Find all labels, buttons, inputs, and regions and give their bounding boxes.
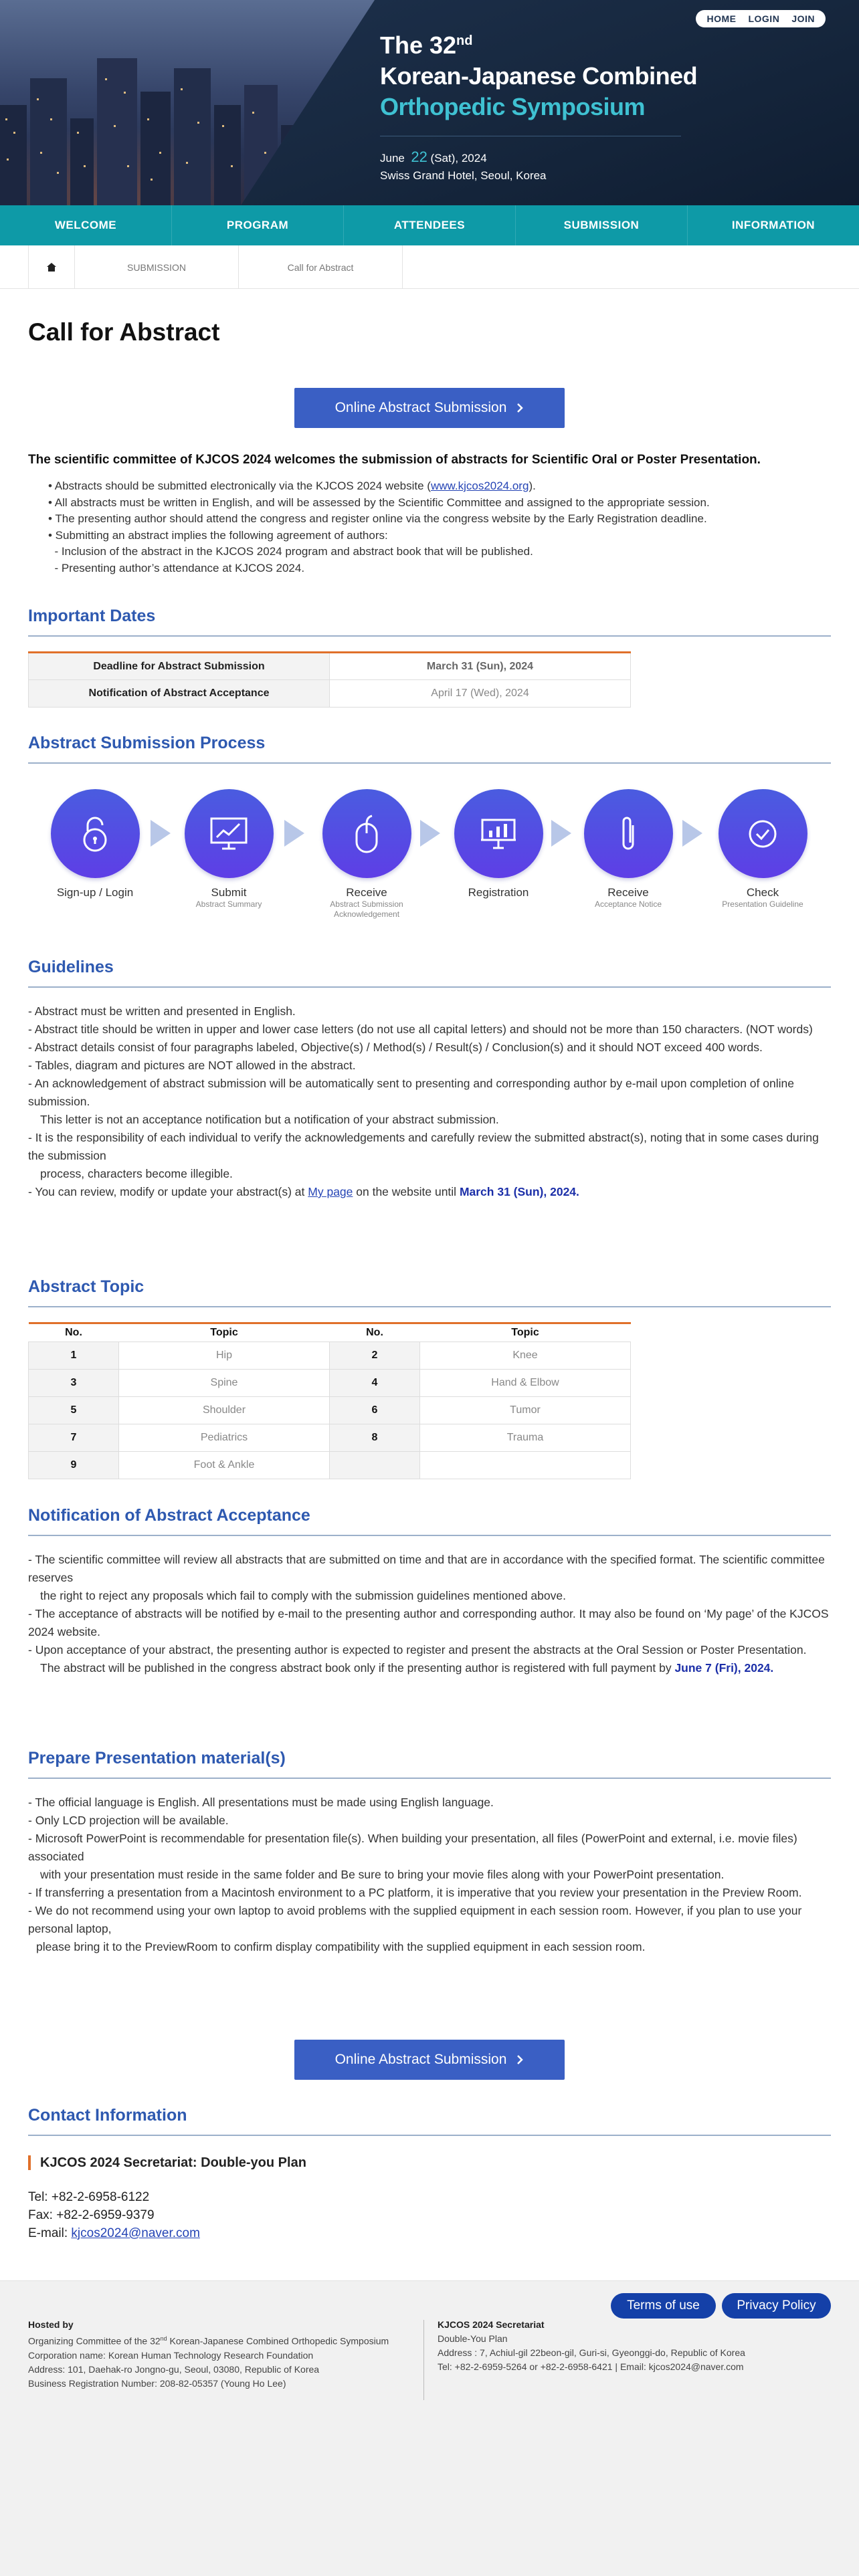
main-nav [0,205,859,245]
list-item: • Abstracts should be submitted electronically via the KJCOS 2024 website (www.kjcos2024.org). [48,479,536,492]
home-icon [47,263,56,272]
date-value: April 17 (Wed), 2024 [330,680,631,708]
important-dates-table [28,651,631,708]
event-title-line2: Korean-Japanese Combined [380,62,698,90]
table-row: 7 Pediatrics 8 Trauma [29,1424,631,1452]
list-item: - Presenting author’s attendance at KJCOS 2024. [48,561,305,574]
page-title: Call for Abstract [28,318,220,346]
chevron-right-icon [516,2054,524,2065]
guidelines-title: Guidelines [28,958,114,976]
cta-label: Online Abstract Submission [335,2052,507,2067]
footer-host-info: Hosted by Organizing Committee of the 32nd Korean-Japanese Combined Orthopedic Symposium Corporation name: Korean Human Technology Research Foundation Address: 101, Daehak-ro Jongno-gu, Seoul, 03080, Republic of Korea Business Registration Number: 208-82-05357 (Young Ho Lee) [28,2319,389,2389]
mouse-icon [355,815,379,853]
online-abstract-submission-button[interactable] [294,388,565,428]
contact-email: E-mail: kjcos2024@naver.com [28,2226,200,2240]
submission-process-title: Abstract Submission Process [28,734,266,752]
nav-submission[interactable]: SUBMISSION [516,205,688,245]
breadcrumb-submission[interactable]: SUBMISSION [75,245,239,289]
chevron-right-icon [516,403,524,413]
event-title-block [380,25,697,185]
nav-welcome[interactable]: WELCOME [0,205,172,245]
list-item: • Submitting an abstract implies the following agreement of authors: [48,528,388,542]
presentation-icon [480,817,517,851]
step-receive-acceptance: Receive Acceptance Notice [581,789,675,909]
table-row: 5 Shoulder 6 Tumor [29,1397,631,1424]
nav-program[interactable]: PROGRAM [172,205,344,245]
important-dates-title: Important Dates [28,607,156,625]
step-receive-ack: Receive Abstract Submission Acknowledgement [320,789,413,920]
abstract-topic-table [28,1322,631,1479]
chart-monitor-icon [210,817,248,851]
contact-secretariat-heading: KJCOS 2024 Secretariat: Double-you Plan [28,2155,306,2170]
website-link[interactable]: www.kjcos2024.org [430,479,529,492]
process-steps [28,789,831,930]
table-row [29,680,631,708]
breadcrumb [0,245,859,289]
lock-icon [80,815,110,853]
step-check: Check Presentation Guideline [716,789,809,909]
list-item: • All abstracts must be written in English, and will be assessed by the Scientific Committee and assigned to the appropriate session. [48,496,710,509]
breadcrumb-call-for-abstract[interactable]: Call for Abstract [239,245,403,289]
footer-secretariat-info: KJCOS 2024 Secretariat Double-You Plan Address : 7, Achiul-gil 22beon-gil, Guri-si, Gyeonggi-do, Republic of Korea Tel: +82-2-6959-5264 or +82-2-6958-6421 | Email: kjcos2024@naver.com [438,2319,745,2372]
date-value: March 31 (Sun), 2024 [330,653,631,680]
contact-fax: Fax: +82-2-6959-9379 [28,2208,155,2222]
check-circle-icon [748,819,777,849]
contact-details [28,2188,200,2242]
my-page-link[interactable]: My page [308,1185,353,1198]
paperclip-icon [618,815,638,853]
email-link[interactable]: kjcos2024@naver.com [71,2226,200,2240]
list-item: - Inclusion of the abstract in the KJCOS 2024 program and abstract book that will be published. [48,545,533,558]
step-signup: Sign-up / Login [48,789,142,899]
notification-text: - The scientific committee will review all abstracts that are submitted on time and that are in accordance with the specified format. The scientific committee reserves the right to reject any proposals which fail to comply with the submission guidelines mentioned above. - The acceptance of abstracts will be notified by e-mail to the presenting author and corresponding author. It may also be found on ‘My page’ of the KJCOS 2024 website. - Upon acceptance of your abstract, the presenting author is expected to register and present the abstracts at the Oral Session or Poster Presentation. The abstract will be published in the congress abstract book only if the presenting author is registered with full payment by June 7 (Fri), 2024. [28,1553,829,1675]
table-row: 1 Hip 2 Knee [29,1342,631,1370]
table-header-row: No. Topic No. Topic [29,1323,631,1342]
intro-bullets [48,478,710,576]
guidelines-text: - Abstract must be written and presented in English. - Abstract title should be written in upper and lower case letters (do not use all capital letters) and should not be more than 150 characters. (NOT words) - Abstract details consist of four paragraphs labeled, Objective(s) / Method(s) / Result(s) / Conclusion(s) and it should NOT exceed 400 words. - Tables, diagram and pictures are NOT allowed in the abstract. - An acknowledgement of abstract submission will be automatically sent to presenting and corresponding author by e-mail upon completion of online submission. This letter is not an acceptance notification but a notification of your abstract submission. - It is the responsibility of each individual to verify the acknowledgements and carefully review the submitted abstract(s), noting that in some cases during the submission process, characters become illegible. - You can review, modify or update your abstract(s) at My page on the website until March 31 (Sun), 2024. [28,1004,819,1198]
date-label: Notification of Abstract Acceptance [29,680,330,708]
top-links [696,10,826,27]
abstract-topic-title: Abstract Topic [28,1277,145,1296]
privacy-policy-button[interactable]: Privacy Policy [722,2293,831,2319]
event-date: June 22 (Sat), 2024 [380,148,487,165]
table-row: 3 Spine 4 Hand & Elbow [29,1370,631,1397]
login-link[interactable]: LOGIN [748,13,780,24]
contact-tel: Tel: +82-2-6958-6122 [28,2190,150,2204]
join-link[interactable]: JOIN [791,13,815,24]
notification-title: Notification of Abstract Acceptance [28,1506,310,1525]
event-title-line3: Orthopedic Symposium [380,93,646,120]
home-link[interactable]: HOME [706,13,737,24]
event-title-line1: The 32nd [380,31,473,59]
list-item: • The presenting author should attend the congress and register online via the congress website by the Early Registration deadline. [48,512,707,525]
site-header [0,0,859,205]
intro-lead: The scientific committee of KJCOS 2024 welcomes the submission of abstracts for Scientific Oral or Poster Presentation. [28,453,761,467]
breadcrumb-home-button[interactable] [28,245,75,289]
table-row [29,653,631,680]
date-label: Deadline for Abstract Submission [29,653,330,680]
step-submit: Submit Abstract Summary [182,789,276,909]
prepare-presentation-title: Prepare Presentation material(s) [28,1749,286,1767]
online-abstract-submission-button-bottom[interactable] [294,2040,565,2080]
terms-of-use-button[interactable]: Terms of use [611,2293,716,2319]
nav-information[interactable]: INFORMATION [731,219,816,231]
site-footer [0,2280,859,2576]
city-skyline-image [0,0,375,205]
table-row: 9 Foot & Ankle [29,1452,631,1479]
cta-label: Online Abstract Submission [335,400,507,415]
contact-title: Contact Information [28,2106,187,2125]
event-venue: Swiss Grand Hotel, Seoul, Korea [380,169,547,182]
nav-attendees[interactable]: ATTENDEES [344,205,516,245]
step-registration: Registration [452,789,545,899]
prepare-presentation-text: - The official language is English. All presentations must be made using English language. - Only LCD projection will be available. - Microsoft PowerPoint is recommendable for presentation file(s). When building your presentation, all files (PowerPoint and external, i.e. movie files) associated with your presentation must reside in the same folder and Be sure to bring your movie files along with your PowerPoint presentation. - If transferring a presentation from a Macintosh environment to a PC platform, it is imperative that you review your presentation in the Preview Room. - We do not recommend using your own laptop to avoid problems with the supplied equipment in each session room. However, if you plan to use your personal laptop, please bring it to the PreviewRoom to confirm display compatibility with the supplied equipment in each session room. [28,1796,802,1953]
